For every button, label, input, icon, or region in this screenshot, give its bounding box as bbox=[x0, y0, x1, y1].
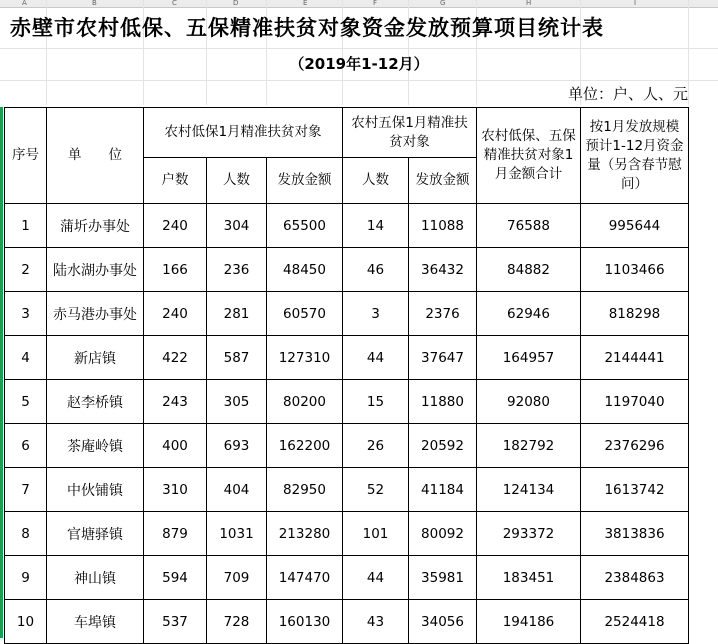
cell-total[interactable]: 92080 bbox=[477, 380, 581, 424]
cell-seq[interactable]: 2 bbox=[5, 248, 47, 292]
cell-unit-name[interactable]: 车埠镇 bbox=[47, 600, 144, 644]
cell-wubao-amount[interactable]: 36432 bbox=[409, 248, 477, 292]
cell-wubao-people[interactable]: 46 bbox=[343, 248, 409, 292]
cell-dibao-households[interactable]: 400 bbox=[144, 424, 207, 468]
cell-dibao-households[interactable]: 310 bbox=[144, 468, 207, 512]
cell-wubao-amount[interactable]: 34056 bbox=[409, 600, 477, 644]
cell-seq[interactable]: 5 bbox=[5, 380, 47, 424]
cell-unit-name[interactable]: 赤马港办事处 bbox=[47, 292, 144, 336]
cell-annual[interactable]: 995644 bbox=[581, 204, 689, 248]
cell-annual[interactable]: 2384863 bbox=[581, 556, 689, 600]
selection-edge bbox=[0, 107, 3, 638]
cell-dibao-amount[interactable]: 127310 bbox=[267, 336, 343, 380]
cell-dibao-amount[interactable]: 147470 bbox=[267, 556, 343, 600]
cell-wubao-people[interactable]: 15 bbox=[343, 380, 409, 424]
header-dibao-group[interactable]: 农村低保1月精准扶贫对象 bbox=[144, 108, 343, 158]
grid-line bbox=[0, 48, 718, 49]
header-dibao-amount[interactable]: 发放金额 bbox=[267, 158, 343, 204]
cell-annual[interactable]: 2376296 bbox=[581, 424, 689, 468]
header-wubao-group[interactable]: 农村五保1月精准扶贫对象 bbox=[343, 108, 477, 158]
cell-dibao-people[interactable]: 404 bbox=[207, 468, 267, 512]
cell-dibao-amount[interactable]: 82950 bbox=[267, 468, 343, 512]
cell-seq[interactable]: 7 bbox=[5, 468, 47, 512]
cell-dibao-people[interactable]: 304 bbox=[207, 204, 267, 248]
cell-wubao-amount[interactable]: 20592 bbox=[409, 424, 477, 468]
cell-annual[interactable]: 1197040 bbox=[581, 380, 689, 424]
document-title: 赤壁市农村低保、五保精准扶贫对象资金发放预算项目统计表 bbox=[10, 16, 604, 40]
cell-unit-name[interactable]: 蒲圻办事处 bbox=[47, 204, 144, 248]
cell-total[interactable]: 194186 bbox=[477, 600, 581, 644]
cell-wubao-people[interactable]: 14 bbox=[343, 204, 409, 248]
cell-annual[interactable]: 1613742 bbox=[581, 468, 689, 512]
cell-dibao-households[interactable]: 243 bbox=[144, 380, 207, 424]
table-row bbox=[5, 204, 689, 248]
column-letter[interactable]: A bbox=[22, 0, 27, 7]
column-letter[interactable]: E bbox=[303, 0, 308, 7]
cell-wubao-people[interactable]: 52 bbox=[343, 468, 409, 512]
document-subtitle: （2019年1-12月） bbox=[289, 55, 429, 73]
cell-dibao-households[interactable]: 166 bbox=[144, 248, 207, 292]
header-wubao-people[interactable]: 人数 bbox=[343, 158, 409, 204]
cell-wubao-amount[interactable]: 41184 bbox=[409, 468, 477, 512]
table-row bbox=[5, 380, 689, 424]
column-letter[interactable]: D bbox=[233, 0, 239, 7]
table-row bbox=[5, 468, 689, 512]
grid-line bbox=[0, 80, 718, 81]
cell-wubao-amount[interactable]: 11088 bbox=[409, 204, 477, 248]
cell-annual[interactable]: 818298 bbox=[581, 292, 689, 336]
cell-seq[interactable]: 3 bbox=[5, 292, 47, 336]
cell-seq[interactable]: 8 bbox=[5, 512, 47, 556]
cell-wubao-people[interactable]: 43 bbox=[343, 600, 409, 644]
cell-total[interactable]: 124134 bbox=[477, 468, 581, 512]
cell-dibao-households[interactable]: 879 bbox=[144, 512, 207, 556]
cell-total[interactable]: 62946 bbox=[477, 292, 581, 336]
cell-wubao-people[interactable]: 44 bbox=[343, 336, 409, 380]
cell-annual[interactable]: 1103466 bbox=[581, 248, 689, 292]
header-total[interactable]: 农村低保、五保精准扶贫对象1月金额合计 bbox=[477, 108, 581, 204]
header-dibao-households[interactable]: 户数 bbox=[144, 158, 207, 204]
cell-unit-name[interactable]: 神山镇 bbox=[47, 556, 144, 600]
cell-dibao-amount[interactable]: 60570 bbox=[267, 292, 343, 336]
table-row bbox=[5, 424, 689, 468]
cell-unit-name[interactable]: 中伙铺镇 bbox=[47, 468, 144, 512]
cell-dibao-amount[interactable]: 213280 bbox=[267, 512, 343, 556]
cell-unit-name[interactable]: 官塘驿镇 bbox=[47, 512, 144, 556]
cell-seq[interactable]: 4 bbox=[5, 336, 47, 380]
cell-dibao-amount[interactable]: 65500 bbox=[267, 204, 343, 248]
cell-wubao-people[interactable]: 3 bbox=[343, 292, 409, 336]
cell-wubao-people[interactable]: 101 bbox=[343, 512, 409, 556]
cell-wubao-amount[interactable]: 37647 bbox=[409, 336, 477, 380]
header-wubao-amount[interactable]: 发放金额 bbox=[409, 158, 477, 204]
column-letter[interactable]: H bbox=[526, 0, 532, 7]
cell-dibao-amount[interactable]: 162200 bbox=[267, 424, 343, 468]
cell-annual[interactable]: 3813836 bbox=[581, 512, 689, 556]
cell-seq[interactable]: 1 bbox=[5, 204, 47, 248]
cell-unit-name[interactable]: 新店镇 bbox=[47, 336, 144, 380]
table-row bbox=[5, 600, 689, 644]
cell-unit-name[interactable]: 陆水湖办事处 bbox=[47, 248, 144, 292]
cell-total[interactable]: 76588 bbox=[477, 204, 581, 248]
column-letter[interactable]: F bbox=[373, 0, 378, 7]
cell-dibao-households[interactable]: 240 bbox=[144, 292, 207, 336]
cell-total[interactable]: 183451 bbox=[477, 556, 581, 600]
cell-total[interactable]: 84882 bbox=[477, 248, 581, 292]
cell-dibao-amount[interactable]: 80200 bbox=[267, 380, 343, 424]
table-row bbox=[5, 556, 689, 600]
cell-dibao-people[interactable]: 1031 bbox=[207, 512, 267, 556]
cell-dibao-households[interactable]: 422 bbox=[144, 336, 207, 380]
cell-dibao-people[interactable]: 236 bbox=[207, 248, 267, 292]
unit-note: 单位：户、人、元 bbox=[567, 85, 688, 103]
cell-dibao-people[interactable]: 709 bbox=[207, 556, 267, 600]
column-letter[interactable]: B bbox=[92, 0, 97, 7]
header-seq[interactable]: 序号 bbox=[5, 108, 47, 204]
cell-dibao-households[interactable]: 537 bbox=[144, 600, 207, 644]
cell-wubao-amount[interactable]: 80092 bbox=[409, 512, 477, 556]
cell-unit-name[interactable]: 赵李桥镇 bbox=[47, 380, 144, 424]
cell-dibao-people[interactable]: 693 bbox=[207, 424, 267, 468]
table-row bbox=[5, 248, 689, 292]
cell-total[interactable]: 164957 bbox=[477, 336, 581, 380]
column-letter[interactable]: I bbox=[634, 0, 637, 7]
cell-dibao-people[interactable]: 281 bbox=[207, 292, 267, 336]
table-body bbox=[5, 204, 689, 644]
cell-dibao-people[interactable]: 305 bbox=[207, 380, 267, 424]
cell-wubao-people[interactable]: 44 bbox=[343, 556, 409, 600]
cell-wubao-amount[interactable]: 35981 bbox=[409, 556, 477, 600]
data-table bbox=[4, 107, 689, 644]
cell-seq[interactable]: 10 bbox=[5, 600, 47, 644]
cell-dibao-people[interactable]: 728 bbox=[207, 600, 267, 644]
cell-wubao-amount[interactable]: 2376 bbox=[409, 292, 477, 336]
table-row bbox=[5, 512, 689, 556]
header-annual[interactable]: 按1月发放规模预计1-12月资金量（另含春节慰问） bbox=[581, 108, 689, 204]
column-header-strip bbox=[0, 0, 718, 8]
cell-dibao-people[interactable]: 587 bbox=[207, 336, 267, 380]
cell-wubao-amount[interactable]: 11880 bbox=[409, 380, 477, 424]
cell-seq[interactable]: 9 bbox=[5, 556, 47, 600]
cell-dibao-amount[interactable]: 160130 bbox=[267, 600, 343, 644]
header-unit[interactable]: 单 位 bbox=[47, 108, 144, 204]
column-letter[interactable]: G bbox=[440, 0, 446, 7]
table-row bbox=[5, 336, 689, 380]
cell-seq[interactable]: 6 bbox=[5, 424, 47, 468]
cell-dibao-households[interactable]: 594 bbox=[144, 556, 207, 600]
cell-dibao-amount[interactable]: 48450 bbox=[267, 248, 343, 292]
cell-annual[interactable]: 2144441 bbox=[581, 336, 689, 380]
column-letter[interactable]: C bbox=[172, 0, 177, 7]
cell-annual[interactable]: 2524418 bbox=[581, 600, 689, 644]
header-dibao-people[interactable]: 人数 bbox=[207, 158, 267, 204]
cell-wubao-people[interactable]: 26 bbox=[343, 424, 409, 468]
cell-total[interactable]: 293372 bbox=[477, 512, 581, 556]
cell-dibao-households[interactable]: 240 bbox=[144, 204, 207, 248]
cell-total[interactable]: 182792 bbox=[477, 424, 581, 468]
cell-unit-name[interactable]: 茶庵岭镇 bbox=[47, 424, 144, 468]
table-row bbox=[5, 292, 689, 336]
